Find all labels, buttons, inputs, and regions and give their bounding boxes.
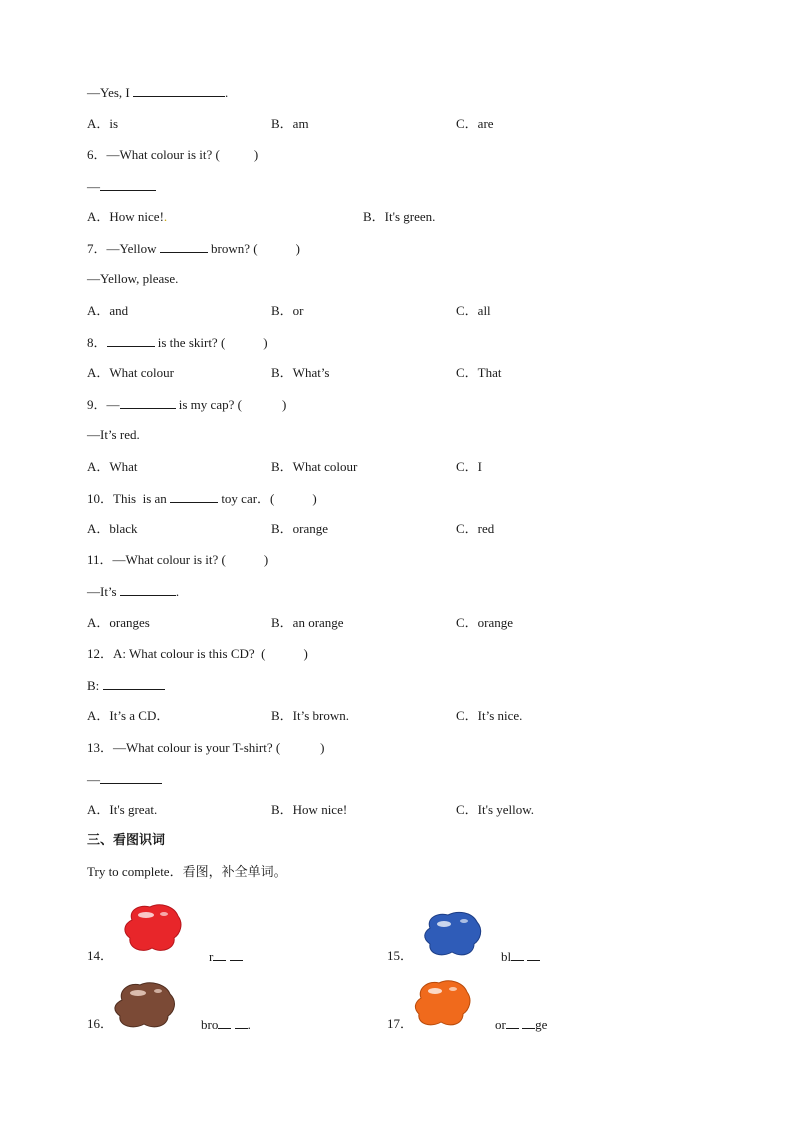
q7-blank[interactable] [160,240,208,253]
section-3-instruction [87,864,287,881]
q13-reply [87,771,162,788]
q15-word [501,948,540,965]
q7-option-b[interactable]: B．or [271,303,304,318]
section-3-title: 三、看图识词 [87,833,166,848]
q11-reply-suffix: . [175,584,180,599]
q10-close: ) [312,491,317,506]
q8-stem [87,334,268,351]
q11-close: ) [263,552,269,567]
q11-reply-prefix: —It’s [87,584,120,599]
q6-stem [87,147,258,163]
q6-option-a-label: A．How nice! [87,209,164,224]
q8-option-a[interactable]: A．What colour [87,365,175,380]
q5-answer-line [87,84,228,101]
blue-paint-blob-image [422,908,484,958]
instruction-en: Try to complete． [87,864,183,879]
q5-option-a[interactable]: A．is [87,116,119,131]
q10-option-c[interactable]: C．red [456,521,495,536]
q12-stem [87,646,308,662]
q11-stem [87,552,268,568]
q9-text-a: 9．— [87,397,120,412]
q13-reply-prefix: — [87,772,100,787]
q15-blank-1[interactable] [511,948,524,961]
q11-text: 11．—What colour is it? ( [87,552,226,567]
q8-blank[interactable] [107,334,155,347]
q14-blank-1[interactable] [213,948,226,961]
q14-prefix: r [209,949,214,964]
q8-close: ) [263,335,268,350]
q7-option-c[interactable]: C．all [456,303,491,318]
q11-option-a[interactable]: A．oranges [87,615,150,630]
q17-suffix: ge [535,1017,548,1032]
q13-option-c[interactable]: C．It's yellow. [456,802,535,817]
q13-option-a[interactable]: A．It's great. [87,802,158,817]
q12-option-a[interactable]: A．It’s a CD． [87,708,170,723]
q13-text: 13．—What colour is your T-shirt? ( [87,740,281,755]
q11-option-c[interactable]: C．orange [456,615,514,630]
orange-paint-blob-image [413,978,471,1028]
q8-option-b[interactable]: B．What’s [271,365,330,380]
q9-reply: —It’s red. [87,427,140,442]
q9-text-b: is my cap? ( [175,397,242,412]
q10-option-b[interactable]: B．orange [271,521,329,536]
q12-option-b[interactable]: B．It’s brown. [271,708,350,723]
q16-number: 16． [87,1016,114,1031]
q6-close: ) [253,147,259,162]
q7-text-b: brown? ( [207,241,258,256]
q17-word [495,1016,547,1033]
q9-option-c[interactable]: C．I [456,459,483,474]
q8-text-a: 8． [87,335,107,350]
q6-answer-line [87,178,156,195]
red-paint-blob-image [122,902,184,954]
q10-text-a: 10．This is an [87,491,171,506]
q14-number: 14． [87,948,114,963]
q11-option-b[interactable]: B．an orange [271,615,344,630]
q12-reply [87,677,165,694]
q6-answer-prefix: — [87,179,100,194]
q15-number: 15． [387,948,414,963]
q7-option-a[interactable]: A．and [87,303,129,318]
q17-number: 17． [387,1016,414,1031]
q9-blank[interactable] [120,396,176,409]
q7-stem [87,240,300,257]
q14-word [209,948,243,965]
q10-text-b: toy car．( [218,491,275,506]
q16-suffix: . [247,1017,251,1032]
q5-answer-blank[interactable] [133,84,225,97]
q5-answer-suffix: . [225,85,229,100]
q16-prefix: bro [201,1017,219,1032]
q12-close: ) [303,646,308,661]
q12-blank[interactable] [103,677,165,690]
q6-text: 6．—What colour is it? ( [87,147,220,162]
q6-stray-dot: . [163,209,168,224]
q9-stem [87,396,286,413]
q12-reply-prefix: B: [87,678,103,693]
q17-blank-2[interactable] [522,1016,535,1029]
q8-text-b: is the skirt? ( [154,335,226,350]
q5-answer-prefix: —Yes, I [87,85,133,100]
q12-text: 12．A: What colour is this CD? ( [87,646,266,661]
q11-blank[interactable] [120,583,176,596]
q14-blank-2[interactable] [230,948,243,961]
q7-reply: —Yellow, please. [87,271,179,286]
q13-close: ) [320,740,325,755]
q10-stem [87,490,317,507]
instruction-cn: 看图，补全单词。 [182,865,287,880]
q8-option-c[interactable]: C．That [456,365,502,380]
q13-option-b[interactable]: B．How nice! [271,802,348,817]
q16-blank-2[interactable] [235,1016,248,1029]
q13-stem [87,740,325,756]
q17-blank-1[interactable] [506,1016,519,1029]
q9-option-a[interactable]: A．What [87,459,138,474]
q16-word [201,1016,251,1033]
q15-blank-2[interactable] [527,948,540,961]
q5-option-c[interactable]: C．are [456,116,494,131]
q16-blank-1[interactable] [218,1016,231,1029]
q17-prefix: or [495,1017,506,1032]
q12-option-c[interactable]: C．It’s nice. [456,708,523,723]
q13-blank[interactable] [100,771,162,784]
q6-option-a[interactable] [87,209,167,225]
q6-option-b[interactable]: B．It's green. [363,209,436,224]
q7-close: ) [295,241,300,256]
q6-answer-blank[interactable] [100,178,156,191]
q10-option-a[interactable]: A．black [87,521,138,536]
q11-reply [87,583,179,600]
q9-option-b[interactable]: B．What colour [271,459,358,474]
q7-text-a: 7．—Yellow [87,241,160,256]
q9-close: ) [281,397,287,412]
q5-option-b[interactable]: B．am [271,116,309,131]
q15-prefix: bl [501,949,512,964]
q10-blank[interactable] [170,490,218,503]
brown-paint-blob-image [112,978,178,1030]
